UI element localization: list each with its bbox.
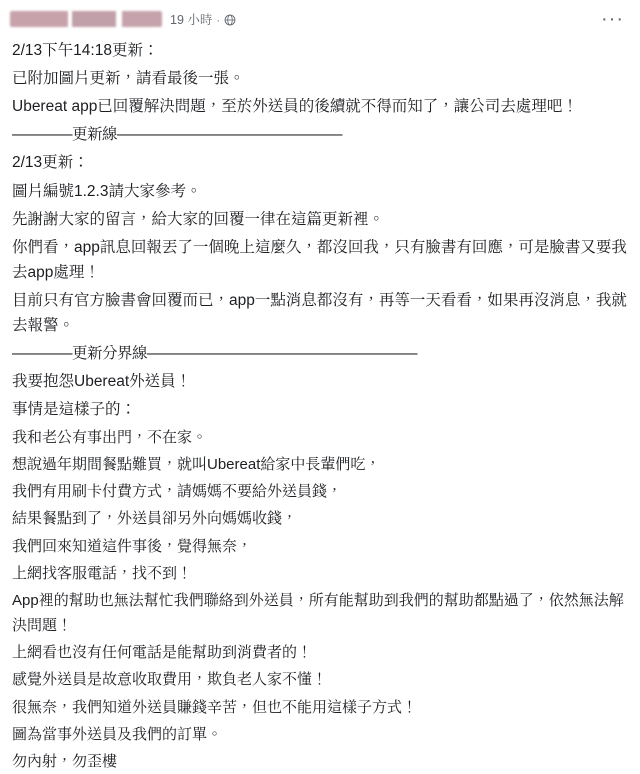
post-line: 圖片編號1.2.3請大家參考。 (12, 182, 202, 200)
post-options-button[interactable]: ··· (601, 8, 624, 30)
post-line: 圖為當事外送員及我們的訂單。 (12, 725, 223, 743)
post-line: 已附加圖片更新，請看最後一張。 (12, 70, 245, 88)
post-line: 先謝謝大家的留言，給大家的回覆一律在這篇更新裡。 (12, 210, 385, 228)
post-meta (170, 10, 236, 29)
post-line: 2/13下午14:18更新： (12, 42, 159, 59)
author-name-redacted[interactable] (10, 11, 162, 27)
post-line: 上網看也沒有任何電話是能幫助到消費者的！ (12, 643, 313, 661)
post-line-separator: ————更新分界線—————————————————— (12, 345, 418, 363)
post-line: 目前只有官方臉書會回覆而已，app一點消息都沒有，再等一天看看，如果再沒消息，我就去報警。 (12, 291, 627, 335)
post-author-block[interactable] (10, 10, 599, 29)
post-line: 很無奈，我們知道外送員賺錢辛苦，但也不能用這樣子方式！ (12, 698, 418, 716)
post-line: App裡的幫助也無法幫忙我們聯絡到外送員，所有能幫助到我們的幫助都點過了，依然無法解決問題！ (12, 592, 624, 634)
post-line: 感覺外送員是故意收取費用，欺負老人家不懂！ (12, 671, 328, 689)
post-line: 我和老公有事出門，不在家。 (12, 428, 208, 446)
meta-separator: · (216, 14, 221, 27)
post-line-separator: ————更新線——————————————— (12, 126, 343, 144)
post-line: 你們看，app訊息回報丟了一個晚上這麼久，都沒回我，只有臉書有回應，可是臉書又要我去app處理！ (12, 238, 627, 281)
post-line: 上網找客服電話，找不到！ (12, 565, 193, 583)
post-line: 勿內射，勿歪樓 (12, 753, 118, 771)
post-line: 想說過年期間餐點難買，就叫Ubereat給家中長輩們吃， (12, 455, 381, 473)
post-text (0, 34, 640, 774)
post-line: 我要抱怨Ubereat外送員！ (12, 373, 192, 391)
post-line: 我們有用刷卡付費方式，請媽媽不要給外送員錢， (12, 483, 343, 501)
post-line: 我們回來知道這件事後，覺得無奈， (12, 537, 253, 555)
post-line: Ubereat app已回覆解決問題，至於外送員的後續就不得而知了，讓公司去處理吧！ (12, 98, 578, 116)
globe-icon[interactable] (224, 14, 236, 29)
post-line: 結果餐點到了，外送員卻另外向媽媽收錢， (12, 510, 298, 528)
post-timestamp[interactable]: 19 小時 (170, 12, 213, 27)
post-line: 事情是這樣子的： (12, 401, 137, 419)
post-header (0, 0, 640, 34)
post-line: 2/13更新： (12, 154, 89, 172)
